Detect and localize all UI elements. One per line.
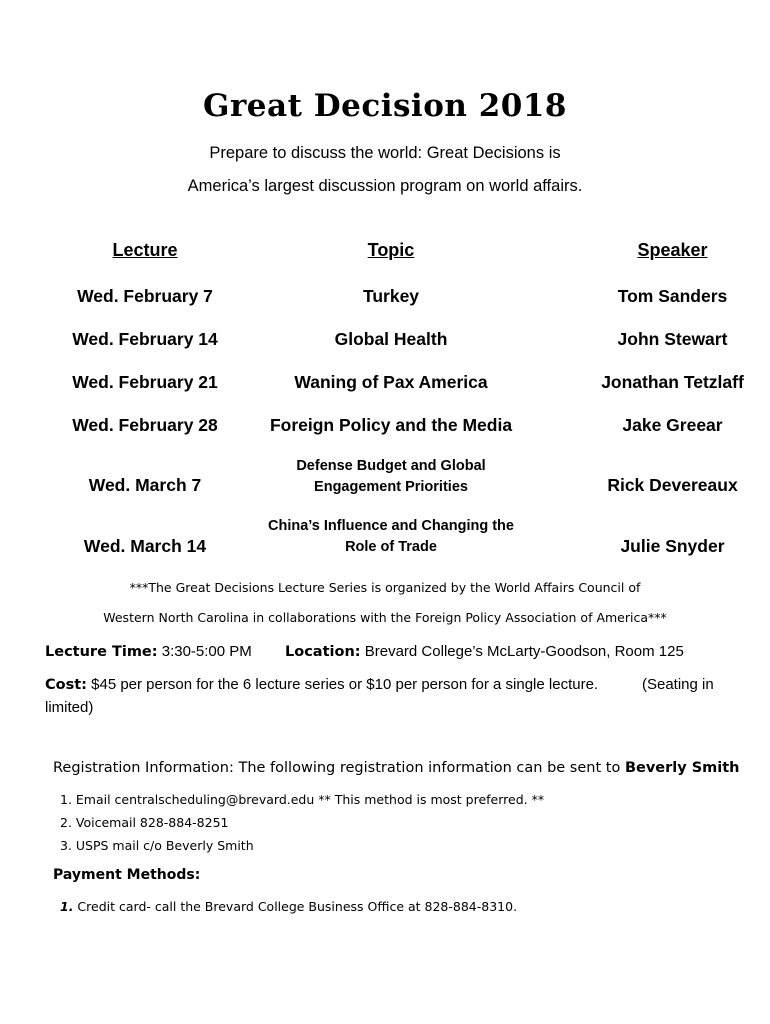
lecture-time-label: Lecture Time: — [45, 644, 158, 660]
lecture-date: Wed. February 21 — [72, 372, 218, 392]
header-topic: Topic — [367, 240, 415, 260]
location-label: Location: — [285, 644, 361, 660]
lecture-date: Wed. February 28 — [72, 415, 218, 435]
payment-heading: Payment Methods: — [53, 867, 201, 883]
lecture-time-value: 3:30-5:00 PM — [157, 643, 252, 660]
lecture-date: Wed. February 7 — [77, 286, 213, 306]
registration-info — [53, 760, 740, 776]
cost-value: $45 per person for the 6 lecture series or $10 per person for a single lecture. — [86, 676, 599, 693]
location-value: Brevard College’s McLarty-Goodson, Room 125 — [360, 643, 684, 660]
lecture-topic: Global Health — [334, 329, 448, 349]
location — [285, 643, 684, 660]
lecture-speaker: Julie Snyder — [620, 536, 725, 556]
payment-item-number: 1. — [60, 899, 74, 914]
lecture-topic — [245, 516, 537, 558]
lecture-time — [45, 643, 252, 660]
lecture-topic-line: Defense Budget and Global — [296, 458, 486, 474]
lecture-speaker: John Stewart — [617, 329, 728, 349]
lecture-speaker: Rick Devereaux — [607, 475, 738, 495]
registration-label: Registration Information — [53, 760, 229, 776]
header-speaker: Speaker — [637, 240, 708, 260]
registration-item: 2. Voicemail 828-884-8251 — [60, 815, 229, 830]
lecture-date: Wed. March 14 — [83, 536, 207, 556]
cost-label: Cost: — [45, 677, 87, 693]
lecture-speaker: Jonathan Tetzlaff — [601, 372, 744, 392]
lecture-topic-line: Role of Trade — [345, 539, 437, 555]
organizer-note-line-1: ***The Great Decisions Lecture Series is organized by the World Affairs Council of — [129, 580, 641, 595]
registration-item: 1. Email centralscheduling@brevard.edu ** This method is most preferred. ** — [60, 792, 545, 807]
lecture-topic: Waning of Pax America — [294, 372, 488, 392]
seating-note: (Seating in — [642, 676, 714, 693]
seating-note-continued: limited) — [45, 699, 94, 716]
page-title: Great Decision 2018 — [202, 88, 567, 124]
lecture-topic — [245, 456, 537, 498]
lecture-topic: Foreign Policy and the Media — [269, 415, 513, 435]
lecture-date: Wed. March 7 — [88, 475, 202, 495]
lecture-topic-line: China’s Influence and Changing the — [268, 518, 514, 534]
lecture-speaker: Tom Sanders — [617, 286, 728, 306]
header-lecture: Lecture — [112, 240, 178, 260]
lecture-topic: Turkey — [362, 286, 420, 306]
organizer-note-line-2: Western North Carolina in collaborations with the Foreign Policy Association of America*** — [103, 610, 667, 625]
registration-text: : The following registration information can be sent to — [228, 760, 625, 776]
intro-line-2: America’s largest discussion program on world affairs. — [187, 177, 583, 195]
lecture-speaker: Jake Greear — [622, 415, 723, 435]
lecture-topic-line: Engagement Priorities — [314, 479, 468, 495]
registration-item: 3. USPS mail c/o Beverly Smith — [60, 838, 254, 853]
intro-line-1: Prepare to discuss the world: Great Decisions is — [209, 144, 561, 162]
payment-item — [60, 899, 517, 914]
registration-contact: Beverly Smith — [624, 760, 740, 776]
payment-item-text: Credit card- call the Brevard College Business Office at 828-884-8310. — [73, 899, 518, 914]
lecture-date: Wed. February 14 — [72, 329, 218, 349]
cost — [45, 676, 598, 693]
